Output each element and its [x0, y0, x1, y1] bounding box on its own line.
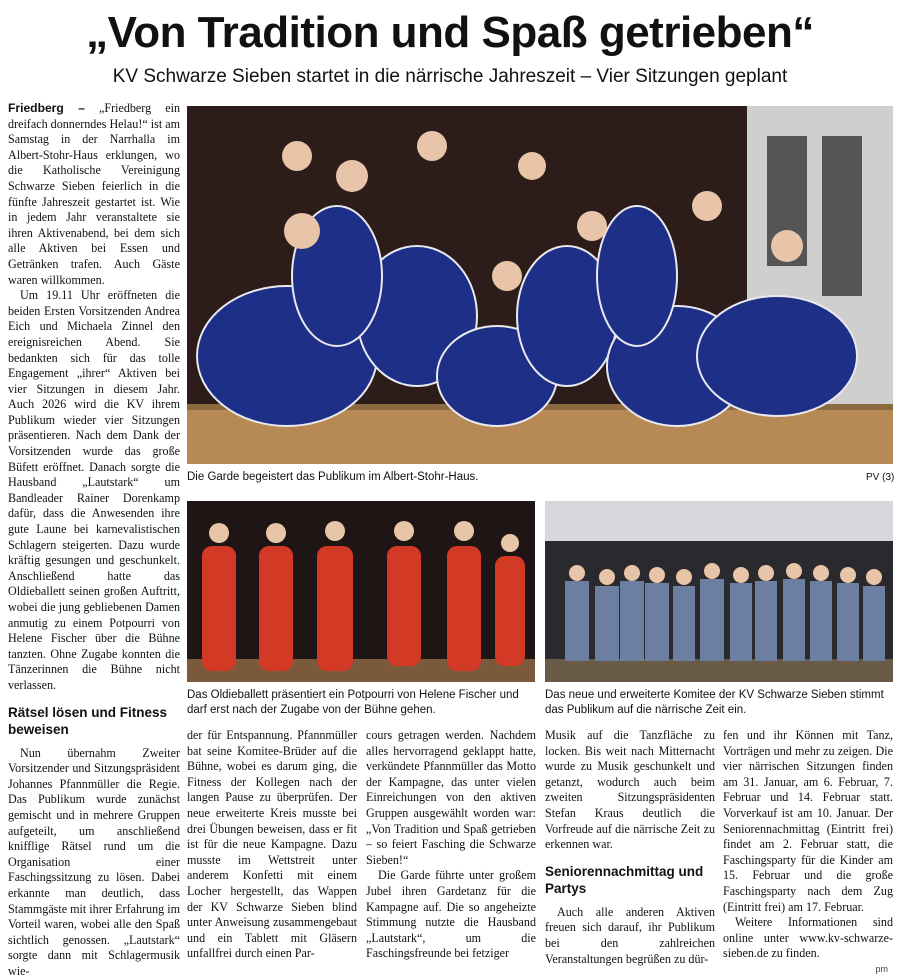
column-3	[366, 728, 536, 962]
dateline: Friedberg –	[8, 101, 85, 115]
paragraph: Nun übernahm Zweiter Vorsitzender und Sitzungspräsident Johannes Pfannmüller die Regie. Das Publikum wurde zunächst gemischt und in mehrere Gruppen aufgeteilt, um anschließend knifflige Rätsel rund um die Organisation einer Faschingssitzung zu lösen. Dabei erkannte man deutlich, dass Stammgäste mit ihrer Erfahrung im Vorteil waren, wobei alle den Spaß sichtlich genossen. „Lautstark“ sorgte dann mit Schlagermusik wie-	[8, 745, 180, 978]
paragraph: Die Garde führte unter großem Jubel ihren Gardetanz für die Kampagne auf. Die so angeheizte Stimmung nutzte die Hausband „Lautstark“, um die Faschingsfreunde bei fetziger	[366, 868, 536, 961]
paragraph: der für Entspannung. Pfannmüller bat seine Komitee-Brüder auf die Bühne, wobei es darum ging, die Fitness der Kollegen nach der langen Pause zu überprüfen. Der neue erweiterte Kreis musste bei drei Übungen beweisen, dass er fit ist für die neue Kampagne. Dazu musste im Wettstreit unter anderem Konfetti mit einem Locher hergestellt, das Wappen der KV Schwarze Sieben blind unter Anweisung zusammengebaut und ein Tablett mit Gläsern unfallfrei durch einen Par-	[187, 728, 357, 961]
column-5	[723, 728, 893, 962]
crosshead: Rätsel lösen und Fitness beweisen	[8, 704, 168, 737]
komitee-photo	[545, 501, 893, 682]
garde-caption: Die Garde begeistert das Publikum im Albert-Stohr-Haus.	[187, 471, 479, 483]
photo-credit: PV (3)	[866, 472, 895, 483]
paragraph: cours getragen werden. Nachdem alles hervorragend geklappt hatte, verkündete Pfannmüller das Motto der Kampagne, das unter vielen Einreichungen von den aktiven Gruppen ausgewählt worden war: „Von Tradition und Spaß getrieben – so feiert Fasching die Schwarze Sieben!“	[366, 728, 536, 867]
paragraph: Um 19.11 Uhr eröffneten die beiden Ersten Vorsitzenden Andrea Eich und Michaela Zinnel den ereignisreichen Abend. Sie bedankten sich für das tolle Engagement „ihrer“ Aktiven bei vier Sitzungen in diesem Jahr. Auch 2026 wird die KV ihrem Publikum wieder vier Sitzungen präsentieren. Nach dem Dank der Vorsitzenden wurde das große Büfett eröffnet. Danach sorgte die Hausband „Lautstark“ um Bandleader Rainer Dorenkamp dafür, dass die Anwesenden ihre gute Laune bei karnevalistischen Schlagern steigerten. Dazu wurde kräftig gesungen und geschunkelt. Anschließend hatte das Oldieballett seinen großen Auftritt, wobei die jung gebliebenen Damen anmutig zu einem Potpourri von Helene Fischer über die Bühne tanzten. Ohne Zugabe konnten die Tänzerinnen die Bühne nicht verlassen.	[8, 288, 180, 692]
paragraph: Weitere Informationen sind online unter www.kv-schwarze-sieben.de zu finden.	[723, 915, 893, 961]
left-column	[8, 101, 180, 979]
oldieballett-caption: Das Oldieballett präsentiert ein Potpourri von Helene Fischer und darf erst nach der Zugabe von der Bühne gehen.	[187, 689, 519, 716]
oldieballett-photo	[187, 501, 535, 682]
article-headline: „Von Tradition und Spaß getrieben“	[86, 8, 814, 57]
paragraph: Friedberg – „Friedberg ein dreifach donnerndes Helau!“ ist am Samstag in der Narrhalla im Albert-Stohr-Haus erklungen, wo die Katholische Vereinigung Schwarze Sieben feierlich in die fünfte Jahreszeit gestartet ist. Wie in jedem Jahr veranstaltete sie ihren Aktivenabend, bei dem sich alle Aktiven bei Essen und Getränken trafen. Auch Gäste waren willkommen.	[8, 101, 180, 287]
column-4	[545, 728, 715, 967]
garde-photo	[187, 106, 893, 464]
article-subheadline: KV Schwarze Sieben startet in die närrische Jahreszeit – Vier Sitzungen geplant	[112, 66, 788, 87]
komitee-caption: Das neue und erweiterte Komitee der KV Schwarze Sieben stimmt das Publikum auf die närrische Zeit ein.	[545, 689, 884, 716]
paragraph: Musik auf die Tanzfläche zu locken. Bis weit nach Mitternacht wurde zu Musik geschunkelt und getanzt, wodurch auch beim zweiten Sitzungspräsidenten Stefan Kraus deutlich die Vorfreude auf die närrische Zeit zu erkennen war.	[545, 728, 715, 852]
paragraph: fen und ihr Können mit Tanz, Vorträgen und mehr zu zeigen. Die vier närrischen Sitzungen finden am 31. Januar, am 6. Februar, 7. Februar und 14. Februar statt. Vorverkauf ist am 10. Januar. Der Seniorennachmittag (Eintritt frei) findet am 2. Februar statt, die Faschingsparty für die Kinder am 15. Februar und die große Faschingsparty nach dem Zug (Eintritt frei) am 17. Februar.	[723, 728, 893, 914]
column-2	[187, 728, 357, 962]
paragraph: Auch alle anderen Aktiven freuen sich darauf, ihr Publikum bei den zahlreichen Veranstaltungen begrüßen zu dür-	[545, 904, 715, 966]
author-tag: pm	[875, 964, 888, 974]
crosshead: Seniorennachmittag und Partys	[545, 863, 704, 896]
